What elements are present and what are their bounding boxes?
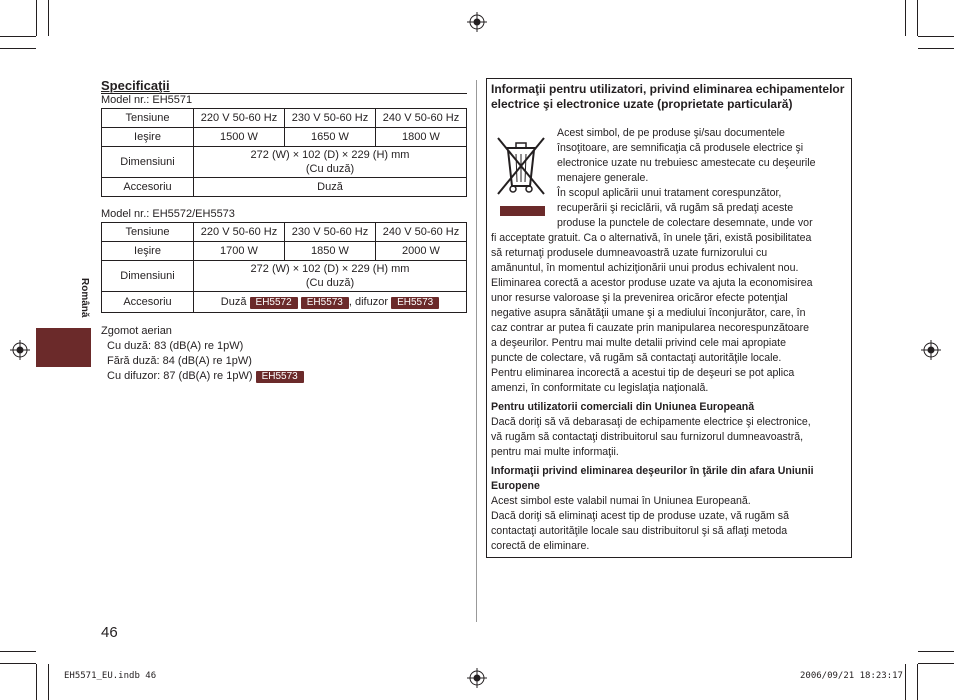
noise-title: Zgomot aerian	[101, 325, 172, 337]
model-badge: EH5572	[250, 297, 298, 309]
text-line: Eliminarea corectă a acestor produse uzate va ajuta la economisirea	[491, 277, 813, 289]
spec-table-1	[101, 108, 467, 197]
crop-mark	[918, 48, 954, 49]
commercial-users-text	[491, 415, 849, 460]
text-line: contactaţi autorităţile locale sau distribuitorul şi să aflaţi metoda	[491, 525, 788, 537]
table-cell: 1500 W	[194, 128, 285, 147]
text-line: unor resurse valoroase şi la prevenirea oricăror efecte potenţial	[491, 292, 788, 304]
spec-table-2	[101, 222, 467, 313]
dimensions-note: (Cu duză)	[305, 163, 355, 175]
info-title: Informaţii pentru utilizatori, privind eliminarea echipamentelor electrice şi electronice uzate (proprietate particulară)	[491, 82, 845, 111]
page-number: 46	[101, 624, 118, 641]
table-cell: 2000 W	[376, 242, 467, 261]
text-line: pentru mai multe informaţii.	[491, 446, 619, 458]
text-line: Acest simbol este valabil numai în Uniunea Europeană.	[491, 495, 751, 507]
model-label-2: Model nr.: EH5572/EH5573	[101, 208, 235, 220]
table-cell: 1850 W	[285, 242, 376, 261]
row-label: Ieşire	[102, 128, 194, 147]
row-label: Tensiune	[102, 109, 194, 128]
table-cell	[194, 147, 467, 178]
table-row	[102, 261, 467, 292]
noise-line	[101, 369, 304, 384]
table-row	[102, 242, 467, 261]
symbol-bar	[500, 206, 545, 216]
noise-section	[101, 324, 304, 384]
table-cell: 1800 W	[376, 128, 467, 147]
registration-mark-icon	[467, 12, 487, 32]
table-row	[102, 147, 467, 178]
table-cell: 230 V 50-60 Hz	[285, 223, 376, 242]
text-line: să returnaţi produsele dumneavoastră uzate furnizorului cu	[491, 247, 768, 259]
row-label: Dimensiuni	[102, 261, 194, 292]
dimensions-value: 272 (W) × 102 (D) × 229 (H) mm	[250, 263, 410, 275]
text-line: recuperării şi reciclării, vă rugăm să predaţi aceste	[557, 202, 794, 214]
accessory-text: , difuzor	[348, 296, 389, 308]
table-cell: 240 V 50-60 Hz	[376, 223, 467, 242]
table-cell	[194, 292, 467, 313]
crop-mark	[48, 0, 49, 36]
registration-mark-icon	[921, 340, 941, 360]
text-line: amănuntul, în momentul achiziţionării unui produs echivalent nou.	[491, 262, 799, 274]
crossed-bin-icon	[494, 134, 548, 196]
noise-line: Cu duză: 83 (dB(A) re 1pW)	[107, 340, 244, 352]
text-line: Pentru eliminarea incorectă a acestui tip de deşeuri se pot aplica	[491, 367, 795, 379]
registration-mark-icon	[467, 668, 487, 688]
table-row	[102, 178, 467, 197]
text-line: electronice uzate nu trebuiesc amestecate cu deşeurile	[557, 157, 816, 169]
specs-title: Specificaţii	[101, 78, 170, 93]
crop-mark	[917, 664, 918, 700]
table-cell: 220 V 50-60 Hz	[194, 223, 285, 242]
model-badge: EH5573	[391, 297, 439, 309]
non-eu-heading: Informaţii privind eliminarea deşeurilor în ţările din afara Uniunii Europene	[491, 465, 814, 492]
table-row	[102, 223, 467, 242]
row-label: Dimensiuni	[102, 147, 194, 178]
text-line: menajere generale.	[557, 172, 649, 184]
crop-mark	[917, 0, 918, 36]
text-line: puncte de colectare, vă rugăm să contactaţi autorităţile locale.	[491, 352, 782, 364]
text-line: însoţitoare, are semnificaţia că produsele electrice şi	[557, 142, 804, 154]
crop-mark	[905, 664, 906, 700]
crop-mark	[0, 36, 36, 37]
text-line: produse la punctele de colectare desemnate, unde vor	[557, 217, 813, 229]
row-label: Accesoriu	[102, 178, 194, 197]
dimensions-note: (Cu duză)	[305, 277, 355, 289]
table-row	[102, 128, 467, 147]
model-badge: EH5573	[301, 297, 349, 309]
table-row	[102, 292, 467, 313]
text-line: amenzi, în conformitate cu legislaţia naţională.	[491, 382, 709, 394]
info-paragraph-narrow	[557, 126, 852, 231]
text-line: Acest simbol, de pe produse şi/sau documentele	[557, 127, 785, 139]
table-cell: 1650 W	[285, 128, 376, 147]
crop-mark	[905, 0, 906, 36]
crop-mark	[918, 663, 954, 664]
noise-line-text: Cu difuzor: 87 (dB(A) re 1pW)	[107, 370, 253, 382]
text-line: vă rugăm să contactaţi distribuitorul sau furnizorul dumneavoastră,	[491, 431, 804, 443]
noise-line: Fără duză: 84 (dB(A) re 1pW)	[107, 355, 252, 367]
text-line: În scopul aplicării unui tratament corespunzător,	[557, 187, 782, 199]
crop-mark	[0, 48, 36, 49]
language-tab-marker	[36, 328, 91, 367]
table-cell: 240 V 50-60 Hz	[376, 109, 467, 128]
crop-mark	[48, 664, 49, 700]
footer-file: EH5571_EU.indb 46	[64, 671, 157, 681]
crop-mark	[918, 651, 954, 652]
crop-mark	[36, 0, 37, 36]
table-cell: 230 V 50-60 Hz	[285, 109, 376, 128]
row-label: Ieşire	[102, 242, 194, 261]
info-paragraph-wide	[491, 231, 849, 396]
model-label-1: Model nr.: EH5571	[101, 94, 193, 106]
commercial-users-heading: Pentru utilizatorii comerciali din Uniunea Europeană	[491, 401, 755, 413]
non-eu-text	[491, 494, 849, 554]
column-divider	[476, 80, 477, 622]
table-cell: 220 V 50-60 Hz	[194, 109, 285, 128]
text-line: negative asupra sănătăţii umane şi a mediului înconjurător, care, în	[491, 307, 806, 319]
row-label: Tensiune	[102, 223, 194, 242]
table-cell: 1700 W	[194, 242, 285, 261]
model-badge: EH5573	[256, 371, 304, 383]
crop-mark	[918, 36, 954, 37]
table-row	[102, 109, 467, 128]
language-tab-label: Română	[79, 278, 90, 318]
text-line: a deşeurilor. Pentru mai multe detalii privind cele mai apropiate	[491, 337, 787, 349]
dimensions-value: 272 (W) × 102 (D) × 229 (H) mm	[250, 149, 410, 161]
crop-mark	[36, 664, 37, 700]
text-line: fi acceptate gratuit. Ca o alternativă, în unele ţări, există posibilitatea	[491, 232, 812, 244]
row-label: Accesoriu	[102, 292, 194, 313]
table-cell	[194, 261, 467, 292]
crop-mark	[0, 651, 36, 652]
text-line: Dacă doriţi să eliminaţi acest tip de produse uzate, vă rugăm să	[491, 510, 789, 522]
registration-mark-icon	[10, 340, 30, 360]
table-cell: Duză	[194, 178, 467, 197]
footer-datetime: 2006/09/21 18:23:17	[800, 671, 903, 681]
text-line: Dacă doriţi să vă debarasaţi de echipamente electrice şi electronice,	[491, 416, 811, 428]
crop-mark	[0, 663, 36, 664]
text-line: corectă de eliminare.	[491, 540, 590, 552]
accessory-text: Duză	[220, 296, 247, 308]
text-line: caz contrar ar putea fi cauzate prin manipularea necorespunzătoare	[491, 322, 809, 334]
